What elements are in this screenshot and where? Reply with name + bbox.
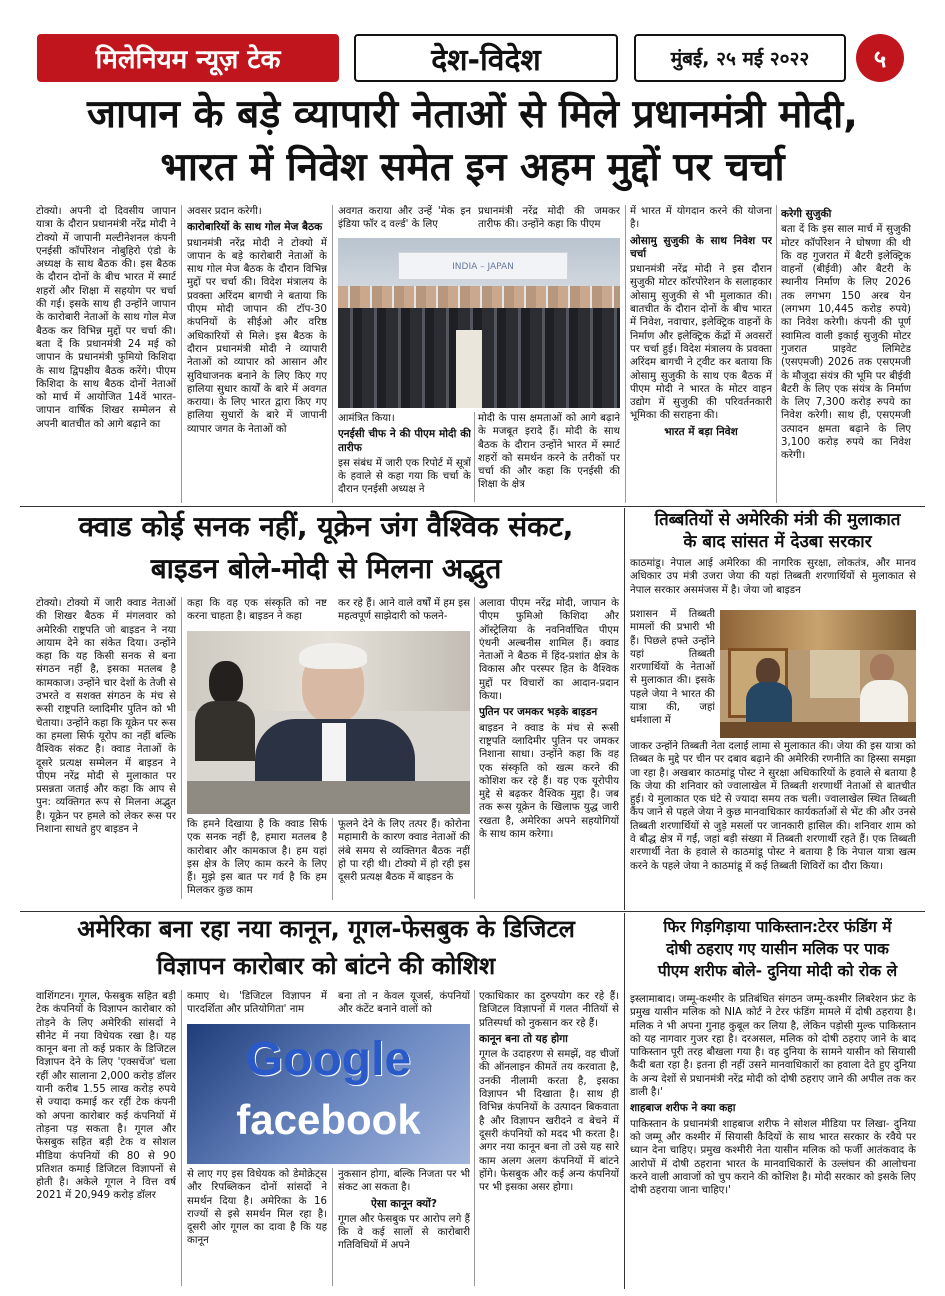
story3-body: जाकर उन्होंने तिब्बती नेता दलाई लामा से मुलाकात की। जेया की इस यात्रा को तिब्बत के मुद्दे पर चीन पर दबाव बढ़ाने की अमेरिकी रणनीति का हिस्सा समझा जा रहा है। अखबार काठमांडू पोस्ट ने सुरक्षा अधिकारियों के हवाले से बताया है कि जेया की शनिवार को ज्वालाखेल में तिब्बती शरणार्थी नेताओं से बातचीत हुई। ये मुलाकात एक घंटे से ज्यादा समय तक चली। ज्वालाखेल स्थित तिब्बती कैंप जाने से पहले जेया ने कुछ मानवाधिकार कार्यकर्ताओं से भेंट की और उनसे तिब्बती शरणार्थियों से जुड़े मसलों पर जानकारी हासिल की। शनिवार शाम को वे बौद्ध क्षेत्र में गईं, जहां बड़ी संख्या में तिब्बती शरणार्थी रहते हैं। एक तिब्बती शरणार्थी नेता के हवाले से काठमांडू पोस्ट ने बताया है कि नेपाल यात्रा खत्म करने के पहले जेया ने काठमांडू में कई तिब्बती शिविरों का दौरा किया। bbox=[630, 741, 916, 872]
story4-headline-line1: अमेरिका बना रहा नया कानून, गूगल-फेसबुक के डिजिटल bbox=[77, 915, 575, 943]
story1-column-6: करेगी सुजुकी बता दें कि इस साल मार्च में सुजुकी मोटर कॉर्पोरेशन ने घोषणा की थी कि वह गुजरात में बैटरी इलेक्ट्रिक वाहनों (बीईवी) और बैटरी के स्थानीय निर्माण के लिए 2026 तक लगभग 150 अरब येन (लगभग 10,445 करोड़ रुपये) का निवेश करेगी। कंपनी की पूर्ण स्वामित्व वाली इकाई सुजुकी मोटर गुजरात प्राइवेट लिमिटेड (एसएमजी) 2026 तक एसएमजी के मौजूदा संयंत्र की भूमि पर बीईवी बैटरी के लिए एक संयंत्र के निर्माण के लिए 7,300 करोड़ रुपये का निवेश करेगी। साथ ही, एसएमजी उत्पादन क्षमता बढ़ाने के लिए 3,100 करोड़ रुपये का निवेश करेगी। bbox=[781, 208, 911, 462]
story5-subhead-sharif: शाहबाज शरीफ ने क्या कहा bbox=[630, 1102, 736, 1115]
story4-subhead-why: ऐसा कानून क्यों? bbox=[371, 1197, 437, 1210]
story3-headline-line2: के बाद सांसत में देउबा सरकार bbox=[683, 532, 872, 552]
story4-column-3-bottom: नुकसान होगा, बल्कि निजता पर भी संकट आ सकता है। ऐसा कानून क्यों? गूगल और फेसबुक पर आरोप लगे हैं कि वे कई सालों से कारोबारी गतिविधियों में अपने bbox=[338, 1169, 470, 1252]
story1-column-3-bottom: आमंत्रित किया। एनईसी चीफ ने की पीएम मोदी की तारीफ इस संबंध में जारी एक रिपोर्ट में सूत्रों के हवाले से कहा गया कि चर्चा के दौरान एनईसी अध्यक्ष ने bbox=[338, 413, 471, 496]
story2-headline-line1: क्वाड कोई सनक नहीं, यूक्रेन जंग वैश्विक संकट, bbox=[78, 510, 574, 543]
story4-column-4: एकाधिकार का दुरुपयोग कर रहे हैं। डिजिटल विज्ञापनों में गलत नीतियों से प्रतिस्पर्धा को नुकसान कर रहे हैं। कानून बना तो यह होगा गूगल के उदाहरण से समझें, वह चीजों की ऑनलाइन कीमतें तय करवाता है, उनकी नीलामी करता है, इसका विज्ञापन भी दिखाता है। साथ ही विभिन्न कंपनियों के उत्पादन बिकवाता है और विज्ञापन खरीदने व बेचने में दूसरी कंपनियों को मदद भी करता है। अगर नया कानून बना तो उसे यह सारे काम अलग अलग कंपनियों में बांटने होंगे। फेसबुक और कई अन्य कंपनियों पर भी इसका असर होगा। bbox=[479, 991, 619, 1194]
story4-column-2-bottom: से लाए गए इस विधेयक को डेमोक्रेट्स और रिपब्लिकन दोनों सांसदों ने समर्थन दिया है। अमेरिका के 16 राज्यों से इसे समर्थन मिल रहा है। दूसरी ओर गूगल का दावा है कि यह कानून bbox=[187, 1169, 327, 1247]
story1-subhead-suzuki: ओसामु सुजुकी के साथ निवेश पर चर्चा bbox=[630, 234, 772, 260]
story2-column-4: अलावा पीएम नरेंद्र मोदी, जापान के पीएम फुमिओ किशिदा और ऑस्ट्रेलिया के नवनिर्वाचित पीएम एंथनी अल्बनीस शामिल हैं। क्वाड नेताओं ने बैठक में हिंद-प्रशांत क्षेत्र के विकास और परस्पर हित के वैश्विक मुद्दों पर विचारों का आदान-प्रदान किया। पुतिन पर जमकर भड़के बाइडन बाइडन ने क्वाड के मंच से रूसी राष्ट्रपति व्लादिमीर पुतिन पर जमकर निशाना साधा। उन्होंने कहा कि वह एक संस्कृति को खत्म करने की कोशिश कर रहे हैं। यह एक यूरोपीय मुद्दे से बढ़कर वैश्विक मुद्दा है। जब तक रूस यूक्रेन के खिलाफ युद्ध जारी रखता है, अमेरिका अपने सहयोगियों के साथ काम करेगा। bbox=[479, 598, 619, 841]
story1-headline-line1: जापान के बड़े व्यापारी नेताओं से मिले प्रधानमंत्री मोदी, bbox=[87, 92, 858, 137]
page-number: ५ bbox=[856, 34, 904, 82]
story1-headline-line2: भारत में निवेश समेत इन अहम मुद्दों पर चर्चा bbox=[160, 145, 785, 190]
story1-column-4-bottom: मोदी के पास क्षमताओं को आगे बढ़ाने के मजबूत इरादे हैं। मोदी के साथ बैठक के दौरान उन्होंने भारत में स्मार्ट शहरों को समर्थन करने के तरीकों पर चर्चा की और कहा कि एनईसी की शिक्षा के क्षेत्र bbox=[478, 413, 620, 491]
story5-headline-line2: दोषी ठहराए गए यासीन मलिक पर पाक bbox=[666, 940, 889, 958]
story1-column-4-top: प्रधानमंत्री नरेंद्र मोदी की जमकर तारीफ की। उन्होंने कहा कि पीएम bbox=[478, 206, 620, 231]
story5-body: इस्लामाबाद। जम्मू-कश्मीर के प्रतिबंधित संगठन जम्मू-कश्मीर लिबरेशन फ्रंट के प्रमुख यासीन मलिक को NIA कोर्ट ने टेरर फंडिंग मामले में दोषी ठहराया है। मलिक ने भी अपना गुनाह कुबूल कर लिया है, लेकिन पड़ोसी मुल्क पाकिस्तान को यह नागवार गुजर रहा है। दरअसल, मलिक को दोषी ठहराए जाने के बाद पाकिस्तान पूरी तरह बौखला गया है। वह दुनिया के सामने यासीन को सियासी कैदी बता रहा है। इतना ही नहीं उसने मानवाधिकारों का हवाला देते हुए दुनिया के अन्य देशों से प्रधानमंत्री नरेंद्र मोदी को दोषी ठहराए जाने की अपील तक कर डाली है।' शाहबाज शरीफ ने क्या कहा पाकिस्तान के प्रधानमंत्री शाहबाज शरीफ ने सोशल मीडिया पर लिखा- दुनिया को जम्मू और कश्मीर में सियासी कैदियों के साथ भारत सरकार के रवैये पर ध्यान देना चाहिए। प्रमुख कश्मीरी नेता यासीन मलिक को फर्जी आतंकवाद के आरोपों में दोषी ठहराना भारत के मानवाधिकारों के उल्लंघन की आलोचना करने वाली आवाजों को चुप कराने की कोशिश है। मोदी सरकार को इसके लिए दोषी ठहराया जाना चाहिए।' bbox=[630, 994, 916, 1197]
story1-subhead-nec: एनईसी चीफ ने की पीएम मोदी की तारीफ bbox=[338, 428, 471, 454]
story4-column-3-top: बना तो न केवल यूजर्स, कंपनियों और कंटेंट बनाने वालों को bbox=[338, 991, 470, 1016]
story2-column-3-top: कर रहे हैं। आने वाले वर्षों में हम इस महत्वपूर्ण साझेदारी को फलने- bbox=[338, 598, 470, 623]
story1-column-2: अवसर प्रदान करेगी। कारोबारियों के साथ गोल मेज बैठक प्रधानमंत्री नरेंद्र मोदी ने टोक्यो में जापान के बड़े कारोबारी नेताओं के साथ गोल मेज बैठक के दौरान विभिन्न मुद्दों पर चर्चा की। विदेश मंत्रालय के प्रवक्ता अरिंदम बागची ने बताया कि पीएम मोदी जापान की टॉप-30 कंपनियों के सीईओ और वरिष्ठ अधिकारियों से मिले। इस बैठक के दौरान प्रधानमंत्री मोदी ने व्यापारी नेताओं को व्यापार को आसान और सुविधाजनक बनाने के लिए किए गए हालिया सुधार कार्यों के बारे में अवगत कराया। के लिए भारत द्वारा किए गए हालिया सुधारों के बारे में जापानी व्यापार जगत के नेताओं को bbox=[187, 206, 327, 435]
newspaper-brand: मिलेनियम न्यूज़ टेक bbox=[37, 34, 339, 82]
story3-left-column: प्रशासन में तिब्बती मामलों की प्रभारी भी हैं। पिछले हफ्ते उन्होंने यहां तिब्बती शरणार्थियों के नेताओं से मुलाकात की। इसके पहले जेया ने भारत की यात्रा की, जहां धर्मशाला में bbox=[630, 609, 715, 727]
story5-headline-line1: फिर गिड़गिड़ाया पाकिस्तान:टेरर फंडिंग में bbox=[663, 918, 892, 936]
section-title: देश-विदेश bbox=[354, 34, 618, 82]
story1-subhead-suzuki-2: करेगी सुजुकी bbox=[781, 208, 832, 220]
story2-subhead-putin: पुतिन पर जमकर भड़के बाइडन bbox=[479, 706, 598, 719]
story2-column-2-bottom: कि हमने दिखाया है कि क्वाड सिर्फ एक सनक नहीं है, हमारा मतलब है कारोबार और कामकाज है। हम यहां इस क्षेत्र के लिए काम करने के लिए हैं। मुझे इस बात पर गर्व है कि हम मिलकर कुछ काम bbox=[187, 819, 327, 897]
story2-column-3-bottom: फूलने देने के लिए तत्पर हैं। कोरोना महामारी के कारण क्वाड नेताओं की लंबे समय से व्यक्तिगत बैठक नहीं हो पा रही थी। टोक्यो में हो रही इस दूसरी प्रत्यक्ष बैठक में बाइडन के bbox=[338, 819, 470, 884]
story4-subhead-impact: कानून बना तो यह होगा bbox=[479, 1032, 568, 1045]
story4-column-1: वाशिंगटन। गूगल, फेसबुक सहित बड़ी टेक कंपनियों के विज्ञापन कारोबार को तोड़ने के लिए अमेरिकी सांसदों ने सीनेट में नया विधेयक रखा है। यह कानून बना तो कई प्रकार के डिजिटल विज्ञापन देने के लिए 'एक्सचेंज' चला रहीं और सालाना 2,000 करोड़ डॉलर यानी करीब 1.55 लाख करोड़ रुपये से ज्यादा कमाई कर रहीं टेक कंपनी को अपना कारोबार कई कंपनियों में तोड़ना पड़ सकता है। गूगल और फेसबुक सहित बड़ी टेक व सोशल मीडिया कंपनियों की 80 से 90 प्रतिशत कमाई डिजिटल विज्ञापनों से होती है। अकेले गूगल ने वित्त वर्ष 2021 में 20,949 करोड़ डॉलर bbox=[36, 991, 176, 1202]
story2-headline-line2: बाइडन बोले-मोदी से मिलना अद्भुत bbox=[150, 552, 502, 585]
issue-date: मुंबई, २५ मई २०२२ bbox=[634, 34, 846, 82]
story3-headline-line1: तिब्बतियों से अमेरिकी मंत्री की मुलाकात bbox=[654, 510, 901, 530]
story4-column-2-top: कमाए थे। 'डिजिटल विज्ञापन में पारदर्शिता और प्रतियोगिता' नाम bbox=[187, 991, 327, 1016]
story4-headline-line2: विज्ञापन कारोबार को बांटने की कोशिश bbox=[156, 952, 496, 980]
banner-text: INDIA – JAPAN bbox=[398, 252, 568, 280]
modi-business-leaders-photo bbox=[338, 238, 620, 408]
story1-subhead-roundtable: कारोबारियों के साथ गोल मेज बैठक bbox=[187, 221, 323, 234]
story2-column-2-top: कहा कि वह एक संस्कृति को नष्ट करना चाहता है। बाइडन ने कहा bbox=[187, 598, 327, 623]
story1-column-3-top: अवगत कराया और उन्हें 'मेक इन इंडिया फॉर द वर्ल्ड' के लिए bbox=[338, 206, 471, 231]
story1-subhead-investment: भारत में बड़ा निवेश bbox=[664, 425, 738, 438]
facebook-logo: facebook bbox=[236, 1096, 421, 1143]
story5-headline-line3: पीएम शरीफ बोले- दुनिया मोदी को रोक ले bbox=[657, 962, 898, 980]
google-facebook-logo-image bbox=[187, 1024, 470, 1164]
story1-column-5: में भारत में योगदान करने की योजना है। ओसामु सुजुकी के साथ निवेश पर चर्चा प्रधानमंत्री नरेंद्र मोदी ने इस दौरान सुजुकी मोटर कॉरपोरेशन के सलाहकार ओसामु सुजुकी से भी मुलाकात की। बातचीत के दौरान दोनों के बीच भारत में निवेश, नवाचार, इलेक्ट्रिक वाहनों के निर्माण और इलेक्ट्रिक केंद्रों में अवसरों पर चर्चा हुई। विदेश मंत्रालय के प्रवक्ता अरिंदम बागची ने ट्वीट कर बताया कि ओसामु सुजुकी के साथ एक बैठक में पीएम मोदी ने भारत के मोटर वाहन उद्योग में सुजुकी की परिवर्तनकारी भूमिका की सराहना की। भारत में बड़ा निवेश bbox=[630, 206, 772, 438]
google-logo: Google bbox=[245, 1033, 412, 1086]
tibet-meeting-photo bbox=[720, 610, 916, 738]
story1-column-1: टोक्यो। अपनी दो दिवसीय जापान यात्रा के दौरान प्रधानमंत्री नरेंद्र मोदी ने टोक्यो में जापानी मल्टीनेशनल कंपनी एनईसी कॉर्पोरेशन नोबुहिरो एंडो के अध्यक्ष के साथ बैठक की। इस बैठक के दौरान दोनों के बीच भारत में स्मार्ट शहरों और शिक्षा में सहयोग पर चर्चा की गई। इसके साथ ही उन्होंने जापान के कारोबारी नेताओं के साथ गोल मेज बैठक कर विभिन्न मुद्दों पर चर्चा की। बता दें कि प्रधानमंत्री 24 मई को जापान के प्रधानमंत्री फुमियो किशिदा के साथ द्विपक्षीय बैठक करेंगे। पीएम किशिदा के साथ बैठक दोनों नेताओं को मार्च में आयोजित 14वें भारत-जापान वार्षिक शिखर सम्मेलन से अपनी बातचीत को आगे बढ़ाने का bbox=[36, 206, 176, 430]
story2-column-1: टोक्यो। टोक्यो में जारी क्वाड नेताओं की शिखर बैठक में मंगलवार को अमेरिकी राष्ट्रपति जो बाइडन ने नया आयाम देने का संकेत दिया। उन्होंने कहा कि यह किसी सनक से बना संगठन नहीं है, इसका मतलब है कामकाज। उन्होंने चार देशों के तेजी से उभरते व सशक्त संगठन के मंच से रूसी राष्ट्रपति व्लादिमीर पुतिन को भी चेताया। उन्होंने कहा कि यूक्रेन पर रूस का हमला सिर्फ यूरोप का नहीं बल्कि वैश्विक संकट है। क्वाड नेताओं के दूसरे प्रत्यक्ष सम्मेलन में बाइडन ने पीएम नरेंद्र मोदी से मुलाकात पर प्रसन्नता जताई और कहा कि आप से पुन: व्यक्तिगत रूप से मिलना अद्भुत है। यूक्रेन पर हमले को लेकर रूस पर निशाना साधते हुए बाइडन ने bbox=[36, 598, 176, 836]
story3-intro: काठमांडू। नेपाल आई अमेरिका की नागरिक सुरक्षा, लोकतंत्र, और मानव अधिकार उप मंत्री उजरा जेया की यहां तिब्बती शरणार्थियों से मुलाकात से नेपाल सरकार असमंजस में है। जेया जो बाइडन bbox=[630, 558, 916, 596]
biden-photo bbox=[187, 631, 470, 814]
